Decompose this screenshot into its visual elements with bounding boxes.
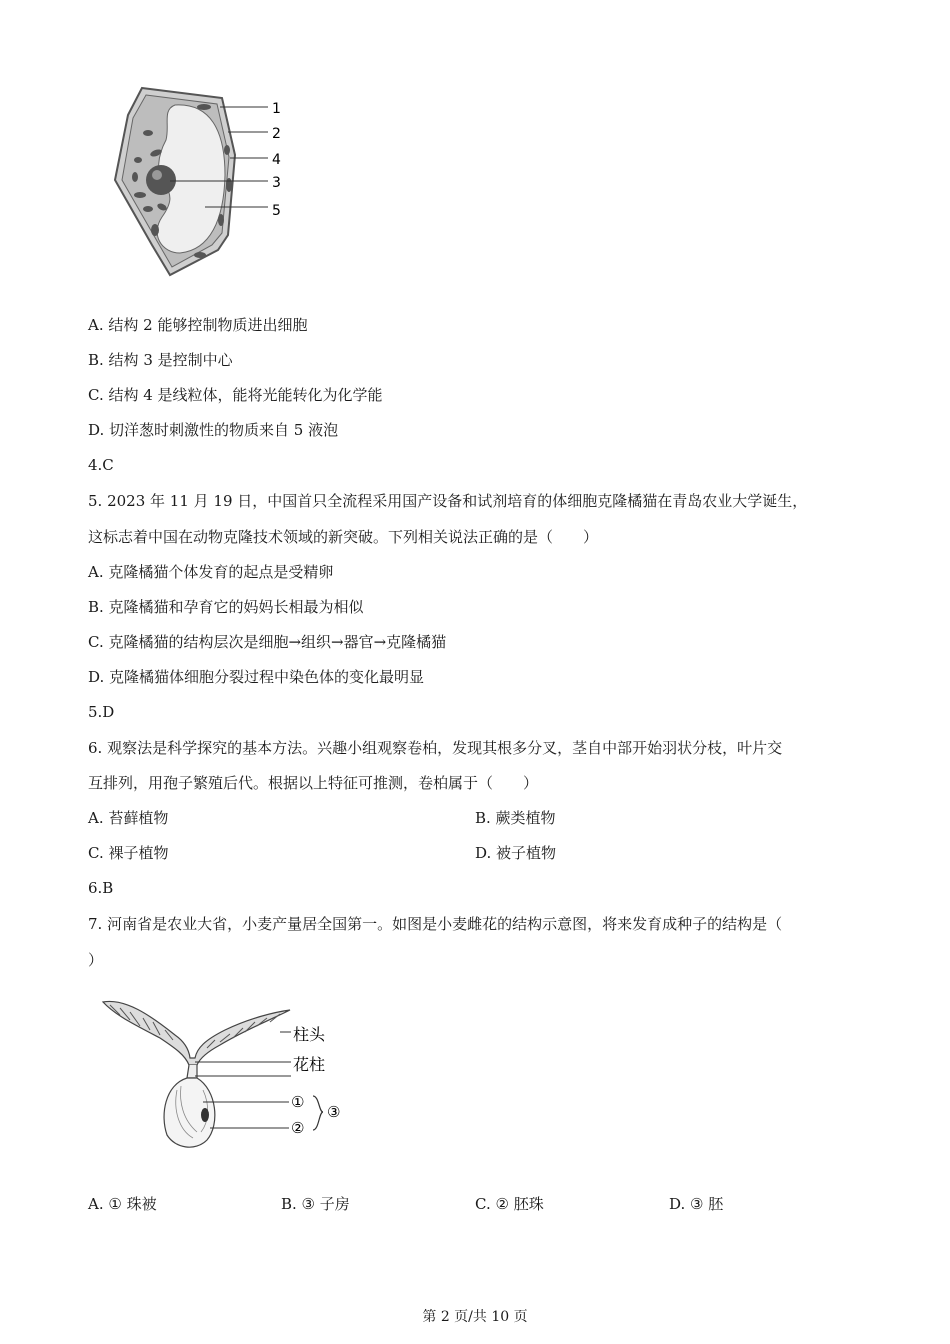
q5-option-a: A. 克隆橘猫个体发育的起点是受精卵: [88, 563, 334, 581]
q6-option-d: D. 被子植物: [475, 844, 557, 862]
q7-option-b: B. ③ 子房: [281, 1195, 350, 1213]
cell-label-2: 2: [272, 126, 281, 142]
q7-stem-line1: 7. 河南省是农业大省，小麦产量居全国第一。如图是小麦雌花的结构示意图，将来发育成种子的结构是（: [88, 915, 783, 933]
q5-stem-line2: 这标志着中国在动物克隆技术领域的新突破。下列相关说法正确的是（ ）: [88, 528, 599, 546]
pistil-label-stigma: 柱头: [293, 1025, 326, 1044]
q3-answer: 4.C: [88, 456, 114, 474]
q5-answer: 5.D: [88, 703, 115, 721]
q7-option-a: A. ① 珠被: [88, 1195, 157, 1213]
cell-label-4: 4: [272, 152, 281, 168]
plant-cell-figure: [100, 85, 300, 280]
q5-option-b: B. 克隆橘猫和孕育它的妈妈长相最为相似: [88, 598, 364, 616]
q6-answer: 6.B: [88, 879, 114, 897]
pistil-label-style: 花柱: [293, 1055, 326, 1074]
q5-option-d: D. 克隆橘猫体细胞分裂过程中染色体的变化最明显: [88, 668, 425, 686]
q6-option-c: C. 裸子植物: [88, 844, 169, 862]
q6-stem-line1: 6. 观察法是科学探究的基本方法。兴趣小组观察卷柏，发现其根多分叉，茎自中部开始羽状分枝，叶片交: [88, 739, 783, 757]
q7-option-c: C. ② 胚珠: [475, 1195, 544, 1213]
q3-option-b: B. 结构 3 是控制中心: [88, 351, 233, 369]
q5-stem-line1: 5. 2023 年 11 月 19 日，中国首只全流程采用国产设备和试剂培育的体细胞克隆橘猫在青岛农业大学诞生，: [88, 492, 808, 510]
cell-label-1: 1: [272, 101, 281, 117]
pistil-label-1: ①: [291, 1093, 305, 1111]
cell-label-3: 3: [272, 175, 281, 191]
page-footer: 第 2 页/共 10 页: [422, 1309, 528, 1325]
q6-option-b: B. 蕨类植物: [475, 809, 556, 827]
q3-option-a: A. 结构 2 能够控制物质进出细胞: [88, 316, 308, 334]
q5-option-c: C. 克隆橘猫的结构层次是细胞→组织→器官→克隆橘猫: [88, 633, 447, 651]
q6-stem-line2: 互排列，用孢子繁殖后代。根据以上特征可推测，卷柏属于（ ）: [88, 774, 539, 792]
q7-option-d: D. ③ 胚: [669, 1195, 724, 1213]
q3-option-d: D. 切洋葱时刺激性的物质来自 5 液泡: [88, 421, 339, 439]
q6-option-a: A. 苔藓植物: [88, 809, 169, 827]
cell-label-5: 5: [272, 203, 281, 219]
wheat-pistil-figure: [95, 990, 365, 1160]
pistil-label-3: ③: [327, 1103, 341, 1121]
q3-option-c: C. 结构 4 是线粒体，能将光能转化为化学能: [88, 386, 383, 404]
pistil-label-2: ②: [291, 1119, 305, 1137]
q7-stem-line2: ）: [88, 951, 104, 969]
